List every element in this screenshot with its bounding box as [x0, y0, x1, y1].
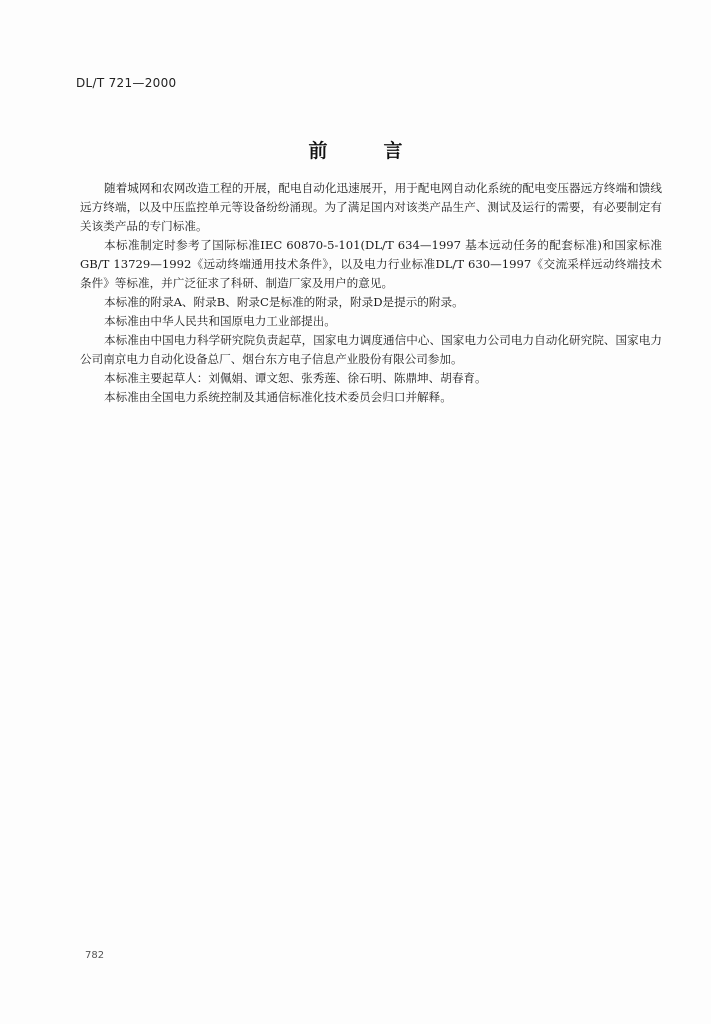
paragraph: 本标准由全国电力系统控制及其通信标准化技术委员会归口并解释。 [104, 390, 452, 404]
paragraph: 本标准由中华人民共和国原电力工业部提出。 [104, 314, 336, 328]
paragraph: 本标准主要起草人：刘佩娟、谭文恕、张秀莲、徐石明、陈鼎坤、胡春育。 [104, 371, 487, 385]
paragraph: 本标准制定时参考了国际标准IEC 60870-5-101(DL/T 634—1997 基本远动任务的配套标准)和国家标准GB/T 13729—1992《远动终端通用技术条件》，以及电力行业标准DL/T 630—1997《交流采样远动终端技术条件》等标准，并广泛征求了科研、制造厂家及用户的意见。 [80, 238, 662, 290]
foreword-body [80, 179, 662, 407]
page-title: 前言 [308, 140, 459, 162]
page-number: 782 [85, 950, 105, 961]
document-code: DL/T 721—2000 [76, 76, 177, 90]
paragraph: 本标准的附录A、附录B、附录C是标准的附录，附录D是提示的附录。 [104, 295, 464, 309]
paragraph: 随着城网和农网改造工程的开展，配电自动化迅速展开，用于配电网自动化系统的配电变压器远方终端和馈线远方终端，以及中压监控单元等设备纷纷涌现。为了满足国内对该类产品生产、测试及运行的需要，有必要制定有关该类产品的专门标准。 [80, 181, 662, 233]
paragraph: 本标准由中国电力科学研究院负责起草，国家电力调度通信中心、国家电力公司电力自动化研究院、国家电力公司南京电力自动化设备总厂、烟台东方电子信息产业股份有限公司参加。 [80, 333, 662, 366]
